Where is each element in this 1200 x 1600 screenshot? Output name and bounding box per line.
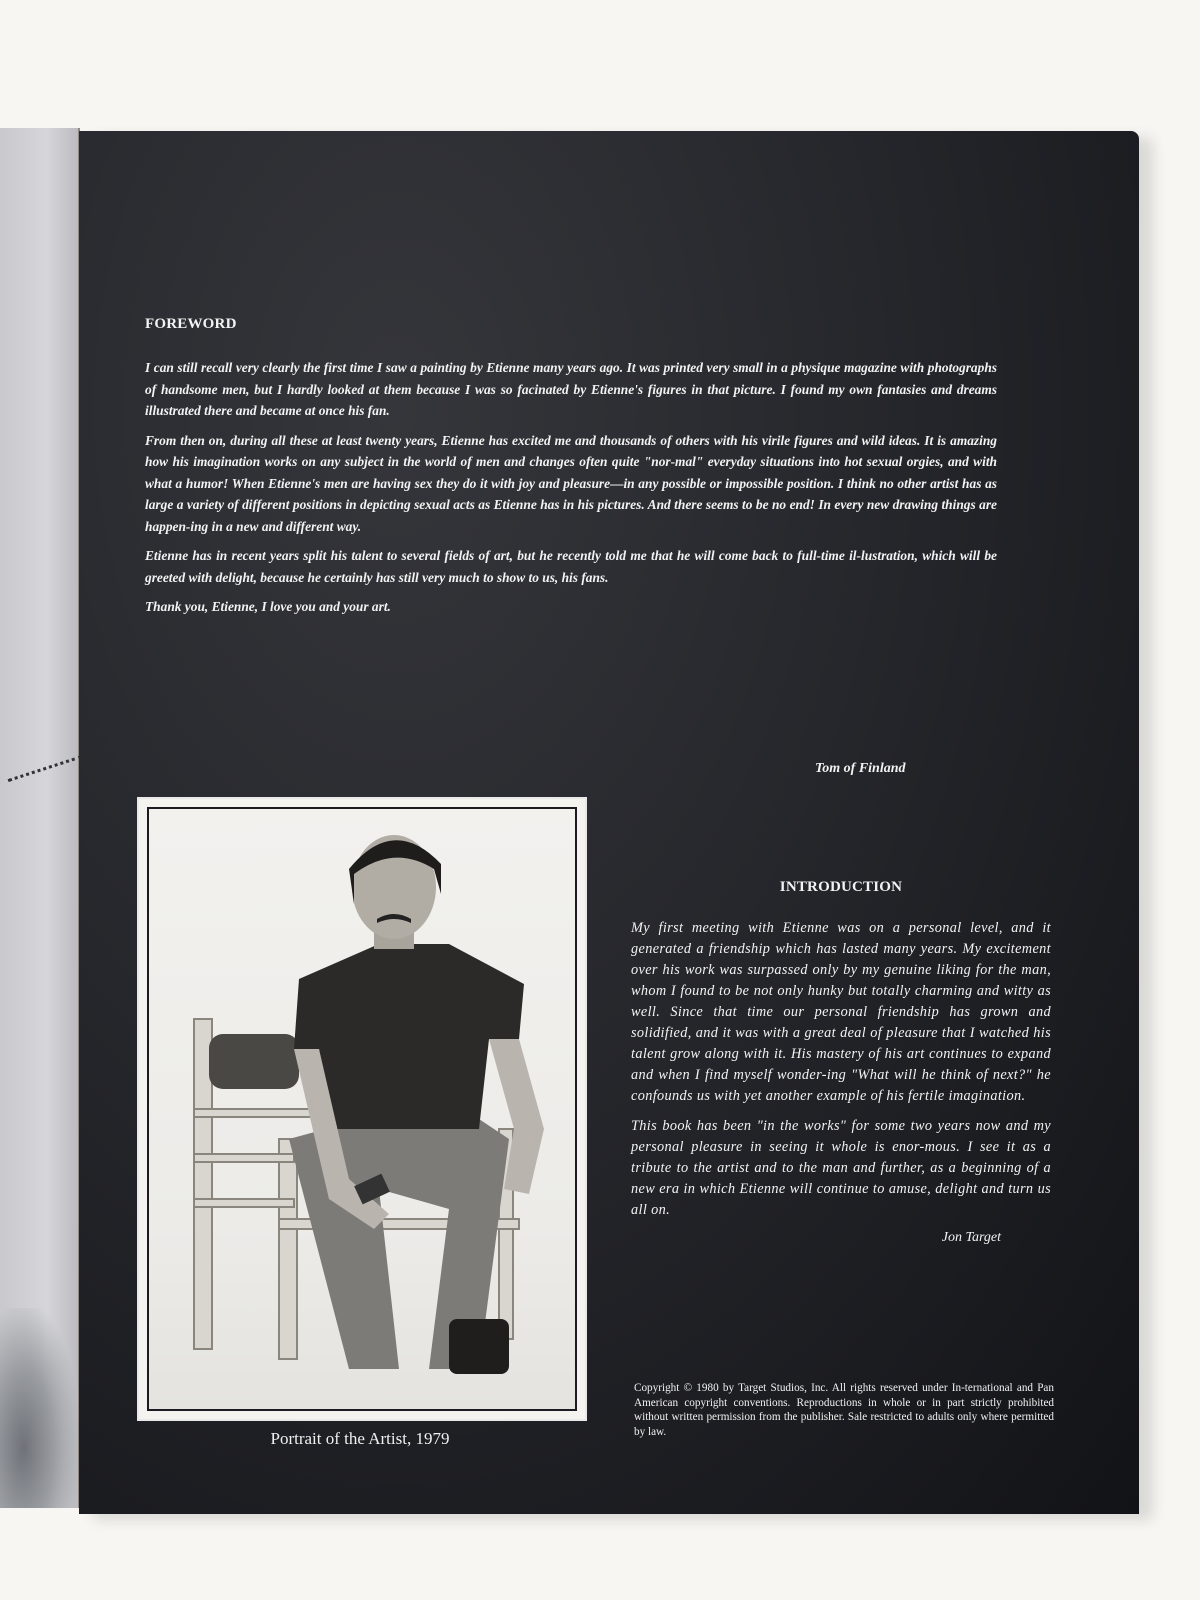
- introduction-heading: INTRODUCTION: [779, 879, 903, 895]
- facing-page-illustration: [0, 128, 80, 1508]
- foreword-paragraph: Thank you, Etienne, I love you and your art.: [145, 599, 391, 614]
- copyright-notice: Copyright © 1980 by Target Studios, Inc. All rights reserved under In-ternational and Pan American copyright conventions. Reproductions in whole or in part strictly prohibited without written permission from the publisher. Sale restricted to adults only where permitted by law.: [634, 1382, 1054, 1438]
- foreword-heading: FOREWORD: [145, 316, 237, 332]
- artist-portrait-photo: [137, 797, 587, 1421]
- photo-caption: Portrait of the Artist, 1979: [270, 1429, 450, 1448]
- introduction-paragraph: My first meeting with Etienne was on a personal level, and it generated a friendship which has lasted many years. My excitement over his work was surpassed only by my genuine liking for the man, whom I found to be not only hunky but totally charming and witty as well. Since that time our personal friendship has grown and solidified, and it was with a great deal of pleasure that I watched his talent grow along with it. His mastery of his art continues to expand and when I find myself wonder-ing "What will he think of next?" he confounds us with yet another example of his fertile imagination.: [631, 920, 1051, 1104]
- foreword-paragraph: Etienne has in recent years split his talent to several fields of art, but he recently told me that he will come back to full-time il-lustration, which will be greeted with delight, because he certainly has still very much to show to us, his fans.: [145, 548, 997, 585]
- sketch-detail: [0, 1308, 78, 1508]
- introduction-section: [631, 879, 1051, 1246]
- introduction-paragraph: This book has been "in the works" for some two years now and my personal pleasure in seeing it whole is enor-mous. I see it as a tribute to the artist and to the man and further, as a beginning of a new era in which Etienne will continue to amuse, delight and turn us all on.: [631, 1118, 1051, 1218]
- book-page: [79, 131, 1139, 1514]
- portrait-illustration: [149, 809, 575, 1409]
- foreword-signature: Tom of Finland: [815, 761, 906, 776]
- photo-image-area: [147, 807, 577, 1411]
- foreword-section: [145, 316, 997, 776]
- foreword-paragraph: I can still recall very clearly the first time I saw a painting by Etienne many years ago. It was printed very small in a physique magazine with photographs of handsome men, but I hardly looked at them because I was so facinated by Etienne's figures in that picture. I found my own fantasies and dreams illustrated there and became at once his fan.: [145, 360, 997, 418]
- chain-drawing: [0, 717, 83, 782]
- foreword-paragraph: From then on, during all these at least twenty years, Etienne has excited me and thousands of others with his virile figures and wild ideas. It is amazing how his imagination works on any subject in the world of men and changes often quite "nor-mal" everyday situations into hot sexual orgies, and with what a humor! When Etienne's men are having sex they do it with joy and pleasure—in any possible or impossible position. I think no other artist has as large a variety of different positions in depicting sexual acts as Etienne has in his pictures. And there seems to be no end! In every new drawing things are happen-ing in a new and different way.: [145, 432, 997, 534]
- introduction-signature: Jon Target: [941, 1230, 1001, 1245]
